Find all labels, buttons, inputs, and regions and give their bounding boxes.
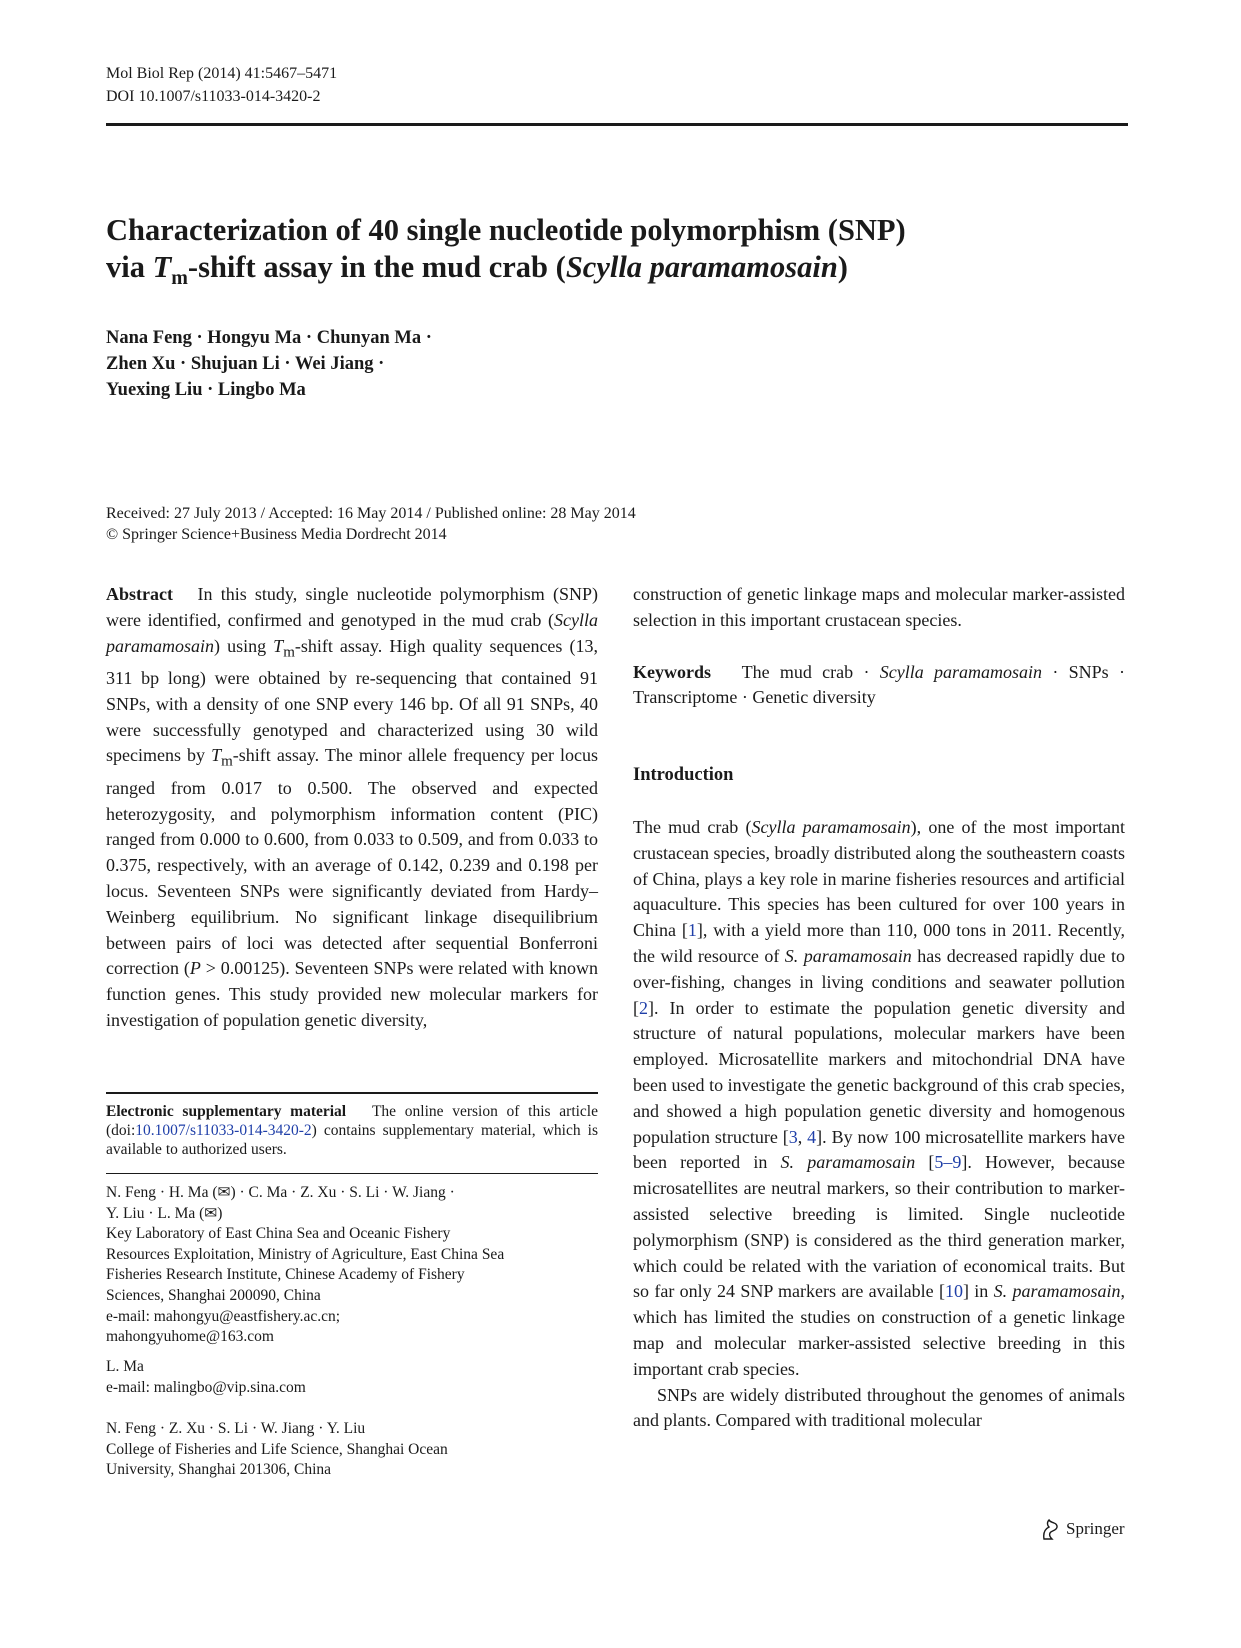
supplementary-text: ) contains supplementary material, which is available to authorized users. xyxy=(106,1122,598,1158)
title-line2-mid: -shift assay in the mud crab ( xyxy=(187,250,566,284)
title-line2-pre: via xyxy=(106,250,153,284)
affiliation-block xyxy=(106,1183,598,1348)
affiliation-block xyxy=(106,1419,598,1481)
affiliation-line: College of Fisheries and Life Science, Shanghai Ocean xyxy=(106,1440,448,1458)
keywords xyxy=(633,660,1125,712)
affiliation-line: N. Feng · H. Ma (✉) · C. Ma · Z. Xu · S. Li · W. Jiang · xyxy=(106,1184,455,1201)
supplementary-note xyxy=(106,1102,598,1159)
affiliation-line: Resources Exploitation, Ministry of Agriculture, East China Sea xyxy=(106,1245,505,1263)
author-line: Yuexing Liu · Lingbo Ma xyxy=(106,380,306,400)
title-line1: Characterization of 40 single nucleotide polymorphism (SNP) xyxy=(106,213,906,247)
tm-variable: T xyxy=(273,635,284,656)
supplementary-label: Electronic supplementary material xyxy=(106,1103,347,1120)
intro-species: S. paramamosain xyxy=(993,1281,1121,1302)
title-line2-end: ) xyxy=(837,250,848,284)
author-line: Zhen Xu · Shujuan Li · Wei Jiang · xyxy=(106,354,385,374)
history-line: Received: 27 July 2013 / Accepted: 16 May 2014 / Published online: 28 May 2014 xyxy=(106,505,636,522)
intro-text: has decreased rapidly due to over-fishing, changes in living conditions and seawater pollution [ xyxy=(633,945,1126,1018)
affiliation-rule xyxy=(106,1173,598,1174)
journal-citation xyxy=(106,62,337,108)
tm-subscript: m xyxy=(283,644,295,661)
p-variable: P xyxy=(189,958,201,979)
abstract-species: Scylla paramamosain xyxy=(106,609,598,656)
keywords-species: Scylla paramamosain xyxy=(879,661,1043,682)
publication-dates xyxy=(106,503,636,545)
affiliation-line: Sciences, Shanghai 200090, China xyxy=(106,1286,321,1304)
email-line: e-mail: malingbo@vip.sina.com xyxy=(106,1378,306,1396)
journal-line: Mol Biol Rep (2014) 41:5467–5471 xyxy=(106,65,338,82)
intro-species: S. paramamosain xyxy=(784,945,912,966)
citation-link[interactable]: 2 xyxy=(639,997,648,1018)
abstract-label: Abstract xyxy=(106,584,173,604)
intro-text: ]. By now 100 microsatellite markers have been reported in xyxy=(633,1126,1125,1173)
author-list xyxy=(106,325,432,403)
intro-species: Scylla paramamosain xyxy=(751,816,911,837)
keywords-label: Keywords xyxy=(633,661,711,682)
citation-link[interactable]: 10 xyxy=(944,1281,963,1302)
abstract xyxy=(106,582,598,1034)
affiliation-line: L. Ma xyxy=(106,1358,144,1375)
intro-species: S. paramamosain xyxy=(780,1152,916,1173)
tm-subscript: m xyxy=(221,753,233,770)
intro-text: ] in xyxy=(962,1281,994,1302)
introduction-paragraph: SNPs are widely distributed throughout the genomes of animals and plants. Compared with traditional molecular xyxy=(633,1384,1125,1431)
citation-link[interactable]: 1 xyxy=(687,920,697,941)
affiliation-line: University, Shanghai 201306, China xyxy=(106,1461,332,1479)
publisher-logo xyxy=(1040,1518,1125,1540)
right-column xyxy=(633,582,1125,1434)
citation-link[interactable]: 3 xyxy=(788,1126,798,1147)
doi-link[interactable]: 10.1007/s11033-014-3420-2 xyxy=(135,1122,312,1139)
introduction-heading: Introduction xyxy=(633,765,734,786)
title-tm-variable: T xyxy=(152,250,172,284)
springer-horse-icon xyxy=(1040,1518,1060,1540)
intro-text: ], with a yield more than 110, 000 tons in 2011. Recently, the wild resource of xyxy=(633,920,1125,966)
introduction-paragraph xyxy=(633,815,1125,1383)
tm-variable: T xyxy=(211,745,222,766)
affiliation-line: Y. Liu · L. Ma (✉) xyxy=(106,1204,223,1222)
title-species: Scylla paramamosain xyxy=(565,250,838,284)
author-line: Nana Feng · Hongyu Ma · Chunyan Ma · xyxy=(106,328,432,348)
doi-line: DOI 10.1007/s11033-014-3420-2 xyxy=(106,88,321,105)
intro-text: , xyxy=(797,1126,808,1147)
email-line: mahongyuhome@163.com xyxy=(106,1328,274,1346)
keywords-text: · SNPs · Transcriptome · Genetic diversity xyxy=(633,661,1125,708)
email-line: e-mail: mahongyu@eastfishery.ac.cn; xyxy=(106,1307,341,1325)
citation-link[interactable]: 5–9 xyxy=(934,1152,962,1173)
citation-link[interactable]: 4 xyxy=(807,1126,817,1147)
supplementary-text: The online version of this article (doi: xyxy=(106,1103,598,1139)
title-tm-subscript: m xyxy=(171,267,188,290)
affiliation-line: Fisheries Research Institute, Chinese Academy of Fishery xyxy=(106,1266,465,1284)
intro-text: ]. However, because microsatellites are neutral markers, so their contribution to marker-assisted selective breeding is limited. Single nucleotide polymorphism (SNP) is considered as the third generation marker, which could be related with the variation of economical traits. But so far only 24 SNP markers are available [ xyxy=(633,1152,1125,1302)
abstract-continuation: construction of genetic linkage maps and molecular marker-assisted selection in this important crustacean species. xyxy=(633,584,1125,630)
abstract-text: -shift assay. High quality sequences (13, 311 bp long) were obtained by re-sequencing that contained 91 SNPs, with a density of one SNP every 146 bp. Of all 91 SNPs, 40 were successfully genotyped and characterized using 30 wild specimens by xyxy=(106,635,598,766)
affiliation-line: N. Feng · Z. Xu · S. Li · W. Jiang · Y. Liu xyxy=(106,1420,366,1437)
keywords-text: The mud crab · xyxy=(741,661,880,682)
abstract-text: In this study, single nucleotide polymorphism (SNP) were identified, confirmed and genotyped in the mud crab ( xyxy=(106,584,598,630)
affiliation-block xyxy=(106,1357,598,1398)
abstract-text: -shift assay. The minor allele frequency per locus ranged from 0.017 to 0.500. The observed and expected heterozygosity, and polymorphism information content (PIC) ranged from 0.000 to 0.600, from 0.033 to 0.509, and from 0.033 to 0.375, respectively, with an average of 0.142, 0.239 and 0.198 per locus. Seventeen SNPs were significantly deviated from Hardy–Weinberg equilibrium. No significant linkage disequilibrium between pairs of loci was detected after sequential Bonferroni correction ( xyxy=(106,745,599,979)
intro-text: ), one of the most important crustacean species, broadly distributed along the southeastern coasts of China, plays a key role in marine fisheries resources and artificial aquaculture. This species has been cultured for over 100 years in China [ xyxy=(633,816,1125,941)
paper-title xyxy=(106,212,1106,290)
supplementary-rule xyxy=(106,1092,598,1094)
intro-text: [ xyxy=(915,1152,935,1173)
affiliation-line: Key Laboratory of East China Sea and Oceanic Fishery xyxy=(106,1225,451,1243)
left-column xyxy=(106,582,598,1034)
abstract-text: > 0.00125). Seventeen SNPs were related with known function genes. This study provided new molecular markers for investigation of population genetic diversity, xyxy=(106,958,599,1030)
publisher-name: Springer xyxy=(1066,1519,1125,1538)
intro-text: The mud crab ( xyxy=(633,816,752,837)
copyright-line: © Springer Science+Business Media Dordrecht 2014 xyxy=(106,526,447,543)
header-rule xyxy=(106,123,1128,126)
intro-text: , which has limited the studies on construction of a genetic linkage map and molecular marker-assisted selective breeding in this important crab species. xyxy=(633,1281,1125,1379)
abstract-text: ) using xyxy=(214,635,274,656)
intro-text: ]. In order to estimate the population genetic diversity and structure of natural populations, molecular markers have been employed. Microsatellite markers and mitochondrial DNA have been used to investigate the genetic background of this crab species, and showed a high population genetic diversity and homogenous population structure [ xyxy=(633,997,1125,1147)
